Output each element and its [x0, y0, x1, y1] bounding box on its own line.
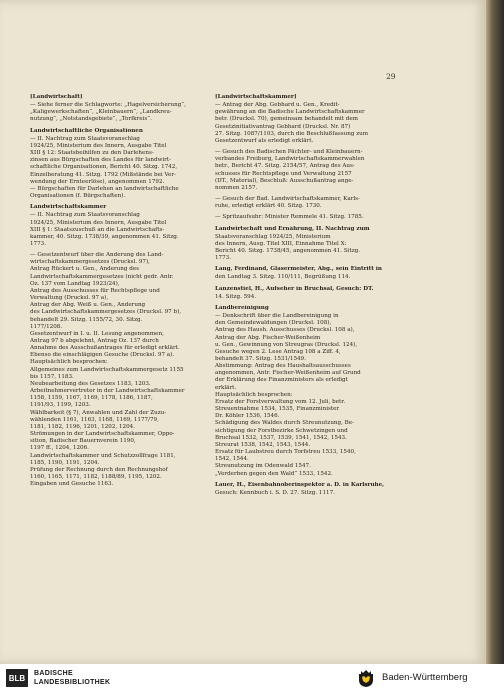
- library-name-line2: LANDESBIBLIOTHEK: [34, 679, 111, 686]
- entry-line: Schädigung des Waldes durch Streunutzung, Be-: [215, 420, 354, 427]
- entry-line: 1177/1208.: [30, 323, 63, 330]
- page-edge: [486, 0, 504, 664]
- entry-line: ruhe, erledigt erklärt 40. Sitzg. 1730.: [215, 203, 322, 210]
- index-entry: [30, 94, 208, 124]
- entry-line: (DT., Material), Beschluß: Ausschußantrag ange-: [215, 177, 354, 184]
- entry-line: Lanzenstiel, H., Aufseher in Bruchsal, Gesuch: DT.: [215, 285, 374, 292]
- entry-line: angenommen, Antr. Fischer-Weißenheim auf Grund: [215, 370, 361, 377]
- right-column: [215, 94, 405, 501]
- entry-line: verbandes Freiburg, Landwirtschaftskammerwahlen: [215, 156, 365, 163]
- entry-line: Hauptsächlich besprochen:: [215, 391, 293, 398]
- index-entry: [215, 149, 405, 192]
- entry-line: Lang, Ferdinand, Glasermeister, Abg., sein Eintritt in: [215, 266, 382, 273]
- entry-line: Staatsvoranschlag 1924/25, Ministerium: [215, 233, 331, 240]
- entry-line: Annahme des Ausschußantrages für erledigt erklärt.: [30, 345, 180, 352]
- entry-line: Eingaben und Gesuche 1163.: [30, 481, 114, 488]
- entry-line: Antrag des Haush. Ausschusses (Drucksl. 108 a),: [215, 327, 355, 334]
- entry-line: Antrag 97 b abgelehnt, Antrag Oz. 137 durch: [30, 338, 159, 344]
- entry-line: 1158, 1159, 1167, 1169, 1178, 1186, 1187,: [30, 395, 153, 402]
- entry-line: schusses für Rechtspflege und Verwaltung 2157: [215, 170, 352, 177]
- entry-line: — II. Nachtrag zum Staatsvoranschlag: [30, 212, 140, 219]
- entry-line: 1181, 1182, 1196, 1201, 1202, 1204.: [30, 423, 135, 430]
- index-entry: [215, 286, 405, 301]
- blb-logo[interactable]: BLB: [6, 669, 28, 687]
- index-entry: [215, 196, 405, 210]
- entry-line: — Gesuch der Bad. Landwirtschaftskammer, Karls-: [215, 196, 360, 203]
- entry-line: Landwirtschaftskammer: [30, 204, 107, 211]
- entry-line: Antrag der Abg. Fischer-Weißenheim: [215, 334, 321, 341]
- entry-line: sition, Badischer Bauernverein 1190,: [30, 438, 136, 445]
- entry-line: 1924/25, Ministerium des Innern, Ausgabe Titel: [30, 142, 167, 149]
- library-name[interactable]: [34, 669, 110, 687]
- library-name-line1: BADISCHE: [34, 670, 73, 677]
- entry-line: Ersatz für Laubstreu durch Torfstreu 1533, 1540,: [215, 449, 356, 456]
- entry-line: „Verderben gegen den Wald“ 1533, 1542.: [215, 470, 333, 477]
- entry-line: Streunutzung im Odenwald 1547.: [215, 463, 311, 470]
- entry-line: sichtigung der Forstbezirke Schwetzingen und: [215, 427, 348, 434]
- entry-line: wirtschaftskammergesetzes (Drucksl. 97),: [30, 259, 150, 266]
- entry-line: Bericht 40. Sitzg. 1738/45, angenommen 41. Sitzg.: [215, 247, 361, 254]
- entry-line: u. Gen., Gewinnung von Streugras (Drucksl. 124),: [215, 341, 358, 348]
- index-entry: [215, 214, 405, 221]
- index-entry: [215, 226, 405, 263]
- entry-line: betr. (Drucksl. 70), gemeinsam behandelt mit dem: [215, 116, 358, 123]
- entry-line: nutzung“, „Notstandsgebiete“, „Torfkreis“.: [30, 116, 152, 123]
- entry-line: 1924/25, Ministerium des Innern, Ausgabe Titel: [30, 219, 167, 226]
- entry-line: — Antrag der Abg. Gebhard u. Gen., Kredit-: [215, 102, 340, 109]
- entry-line: Landwirtschaftskammergesetzes (nicht gedr. Antr.: [30, 273, 174, 280]
- entry-line: Antrag der Abg. Weiß u. Gen., Änderung: [30, 302, 146, 309]
- entry-line: betr., Bericht 47. Sitzg. 2154/57, Antrag des Aus-: [215, 163, 355, 170]
- entry-line: Gesetzentwurf als erledigt erklärt.: [215, 137, 314, 144]
- entry-line: [Landwirtschaftskammer]: [215, 94, 297, 100]
- entry-line: des Innern, Ausg. Titel XIII, Einnahme Titel X:: [215, 240, 347, 247]
- entry-line: Neubearbeitung des Gesetzes 1183, 1203.: [30, 380, 151, 387]
- entry-line: — Siehe ferner die Schlagworte: „Hagelversicherung“,: [30, 102, 186, 109]
- index-entry: [215, 305, 405, 478]
- entry-line: Arbeitnehmervertreter in der Landwirtschaftskammer: [30, 388, 185, 395]
- entry-line: Ersatz der Forstverwaltung vom 12. Juli, betr.: [215, 398, 346, 405]
- state-lion-icon: [356, 668, 376, 688]
- entry-line: Allgemeines zum Landwirtschaftskammergesetz 1155: [30, 366, 184, 373]
- entry-line: Prüfung der Rechnung durch den Rechnungshof: [30, 466, 168, 473]
- entry-line: Landwirtschaftskammer und Schutzzollfrage 1181,: [30, 452, 176, 459]
- entry-line: — Gesuch des Badischen Pächter- und Kleinbauern-: [215, 149, 363, 156]
- entry-line: der Erklärung des Finanzministers als erledigt: [215, 377, 348, 384]
- entry-line: Streurat 1538, 1542, 1543, 1544.: [215, 441, 311, 448]
- entry-line: Verwaltung (Drucksl. 97 a),: [30, 295, 109, 302]
- entry-line: erklärt.: [215, 384, 237, 391]
- entry-line: Wählbarkeit (§ 7), Anwahlen und Zahl der Zuzu-: [30, 409, 167, 416]
- entry-line: 1773.: [30, 240, 47, 247]
- entry-line: Lauer, H., Eisenbahnoberinspektor a. D. in Karlsruhe,: [215, 481, 385, 488]
- entry-line: „Kaligewerkschaften“, „Kleinbauern“, „Landkreu-: [30, 109, 172, 116]
- entry-line: Gesuche wegen 2. Lese Antrag 108 a Ziff. 4,: [215, 348, 341, 355]
- index-entry: [30, 204, 208, 248]
- index-entry: [215, 482, 405, 497]
- entry-line: [Landwirtschaft]: [30, 94, 83, 100]
- entry-line: Gesetzentwurf in I. u. II. Lesung angenommen,: [30, 330, 164, 337]
- entry-line: 1185, 1190, 1191, 1204.: [30, 459, 100, 466]
- entry-line: — Gesetzentwurf über die Änderung des Land-: [30, 252, 164, 259]
- left-column: [30, 94, 208, 492]
- entry-line: Landwirtschaftliche Organisationen: [30, 127, 143, 134]
- entry-line: Hauptsächlich besprochen:: [30, 359, 108, 366]
- entry-line: XIII § 12: Staatsbeihilfen zu den Darlehens-: [30, 150, 154, 157]
- entry-line: Landwirtschaft und Ernährung, II. Nachtrag zum: [215, 225, 370, 232]
- entry-line: — Denkschrift über die Landbereinigung in: [215, 313, 339, 320]
- entry-line: den Gemeindewaldungen (Drucksl. 108),: [215, 320, 332, 327]
- entry-line: — Bürgschaften für Darlehen an landwirtschaftliche: [30, 185, 179, 192]
- entry-line: Strömungen in der Landwirtschaftskammer, Oppo-: [30, 431, 175, 438]
- entry-line: des Landwirtschaftskammergesetzes (Drucksl. 97 b),: [30, 309, 182, 316]
- entry-line: Gesuch: Kennbuch i. S. D. 27. Sitzg. 1117.: [215, 489, 335, 496]
- entry-line: Streuentnahme 1534, 1535, Finanzminister: [215, 406, 340, 413]
- entry-line: 27. Sitzg. 1087/1103, durch die Beschlußfassung zum: [215, 130, 369, 137]
- footer-bar: [0, 664, 504, 692]
- entry-line: nommen 2157.: [215, 184, 258, 191]
- entry-line: Antrag Rückert u. Gen., Änderung des: [30, 266, 140, 273]
- entry-line: 1197 ff., 1204, 1206.: [30, 445, 89, 452]
- entry-line: — Spritzaufsuhr: Minister Remmele 41. Sitzg. 1785.: [215, 214, 364, 221]
- entry-line: 14. Sitzg. 594.: [215, 293, 257, 300]
- entry-line: schaftliche Organisationen, Bericht 40. Sitzg. 1742,: [30, 164, 178, 171]
- entry-line: wendung der Ernteerlöse), angenommen 1792.: [30, 178, 165, 185]
- index-entry: [30, 128, 208, 201]
- entry-line: Abstimmung: Antrag des Haushaltsausschusses: [215, 363, 351, 370]
- entry-line: Landbereinigung: [215, 304, 269, 311]
- entry-line: XIII § 1: Staatszuschuß an die Landwirtschafts-: [30, 226, 165, 233]
- index-entry: [30, 252, 208, 488]
- entry-line: Einzelberatung 41. Sitzg. 1792 (Mißstände bei Ver-: [30, 171, 176, 178]
- entry-line: behandelt 37. Sitzg. 1531/1549.: [215, 356, 306, 362]
- entry-line: 1773.: [215, 255, 232, 262]
- entry-line: Dr. Köhler 1536, 1546.: [215, 413, 280, 420]
- entry-line: Ebenso die einschlägigen Gesuche (Drucksl. 97 a).: [30, 352, 175, 359]
- entry-line: 1191/93, 1199, 1203.: [30, 402, 91, 409]
- index-entry: [215, 266, 405, 281]
- entry-line: Antrag des Ausschusses für Rechtspflege und: [30, 287, 160, 294]
- page-number: 29: [386, 72, 396, 81]
- entry-line: 1160, 1165, 1171, 1182, 1188/89, 1195, 1202.: [30, 473, 162, 480]
- entry-line: zinsen aus Bürgschaften des Landes für landwirt-: [30, 157, 171, 164]
- entry-line: Oz. 137 vom Landtag 1923/24),: [30, 280, 120, 287]
- entry-line: — II. Nachtrag zum Staatsvoranschlag: [30, 135, 140, 142]
- entry-line: kammer, 40. Sitzg. 1738/39, angenommen 41. Sitzg.: [30, 233, 179, 240]
- entry-line: den Landtag 3. Sitzg. 110/111, Begrüßung 114.: [215, 274, 351, 281]
- entry-line: Bruchsal 1532, 1537, 1539, 1541, 1542, 1543.: [215, 434, 347, 441]
- entry-line: 1542, 1544.: [215, 456, 249, 463]
- entry-line: Organisationen (f. Bürgschaften).: [30, 193, 126, 200]
- entry-line: wählenden 1161, 1163, 1168, 1169, 1177/79,: [30, 416, 159, 423]
- entry-line: Gesetzinitiativantrag Gebhard (Drucksl. Nr. 87): [215, 123, 351, 130]
- entry-line: gewährung an die Badische Landwirtschaftskammer: [215, 109, 365, 116]
- entry-line: behandelt 29. Sitzg. 1155/72, 30. Sitzg.: [30, 316, 143, 323]
- index-entry: [215, 94, 405, 145]
- entry-line: bis 1157, 1183.: [30, 373, 74, 380]
- state-name[interactable]: Baden-Württemberg: [382, 672, 468, 683]
